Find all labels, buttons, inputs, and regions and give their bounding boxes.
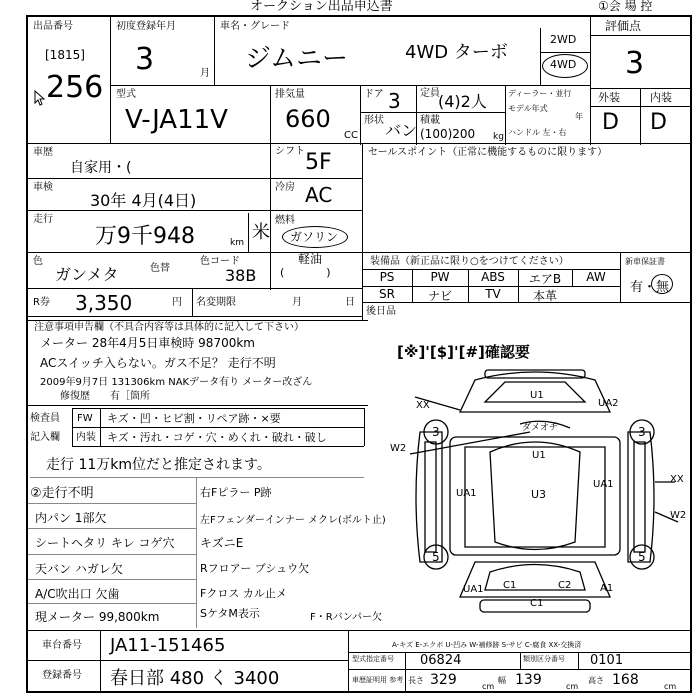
ac-value: AC [305,183,333,207]
diag-mark-3-left: 3 [432,425,440,439]
hw-right-0: 右Fピラー P跡 [200,486,272,499]
diag-mark-c1: C1 [503,580,517,591]
inspector-label-1: 検査員 [30,413,60,424]
car-name-label: 車名・グレード [220,21,290,32]
registration-value: 春日部 480 く 3400 [110,668,280,689]
note-line-2: ACスイッチ入らない。ガス不足？ 走行不明 [40,356,276,370]
displacement-label: 排気量 [275,89,305,100]
shape-label: 形状 [364,115,384,126]
ac-label: 冷房 [275,182,295,193]
diag-mark-ua1-left: UA1 [456,488,477,499]
ext-label: 外装 [598,91,620,104]
name-change-label: 名変期限 [196,297,236,308]
chassis-label: 車台番号 [42,640,82,651]
car-grade-value: 4WD ターボ [405,42,508,63]
color-label: 色 [33,256,43,267]
type-no-label: 型式指定番号 [352,655,394,663]
opt-4wd: 4WD [550,58,577,71]
len-value: 329 [430,672,457,688]
recycle-unit: 円 [172,297,182,308]
lot-code: [1815] [45,48,85,62]
wid-label: 幅 [498,676,506,685]
mileage-value: 万9千948 [95,224,195,249]
dealer-label: ディーラー・並行 [508,89,572,98]
equip-navi: ナビ [427,289,452,303]
inspector-int: 内装 [76,432,96,443]
load-label: 積載 [420,115,440,126]
fuel-gasoline: ガソリン [290,230,339,244]
diag-mark-u1-top: U1 [530,390,544,401]
len-unit: cm [482,682,495,691]
shift-label: シフト [275,146,305,157]
len-label: 長さ [408,676,424,685]
diag-mark-dent: ダメオチ [522,423,559,433]
diag-mark-c1-b: C1 [530,598,544,609]
wid-unit: cm [566,682,579,691]
car-name-value: ジムニー [245,44,348,74]
rear-label: 後日品 [366,306,396,317]
hw-left-5: A/C吹出口 欠歯 [35,587,120,601]
hw-left-2: 内パン 1部欠 [35,511,107,525]
registration-label: 登録番号 [42,670,82,681]
model-label: 型式 [116,89,136,100]
model-year-unit: 年 [575,112,583,121]
hgt-value: 168 [612,672,639,688]
inspector-label-2: 記入欄 [30,432,60,443]
hw-left-1: ②走行不明 [30,486,94,501]
int-value: D [650,110,667,135]
ext-value: D [602,110,619,135]
repair-value: 有［箇所 [110,391,150,402]
diag-mark-ua1-right: UA1 [593,479,614,490]
name-change-day: 日 [345,297,355,308]
first-reg-label: 初度登録年月 [116,21,176,32]
mouse-cursor-icon [34,90,46,110]
class-no-label: 類別区分番号 [523,655,565,663]
recycle-value: 3,350 [75,291,133,315]
capacity-value: (4)2人 [438,92,487,111]
mileage-mark: 米 [252,222,270,243]
inspector-fw: FW [77,413,93,424]
fw-marks: キズ・凹・ヒビ割・リペア跡・×要 [107,412,281,425]
opt-2wd: 2WD [550,33,577,46]
int-label: 内装 [650,91,672,104]
diag-mark-xx-right: XX [670,474,684,485]
header-title: オークション出品申込書 [250,0,393,14]
equip-tv: TV [485,287,501,301]
equip-pw: PW [430,270,450,284]
lot-label: 出品番号 [33,21,73,32]
shift-value: 5F [305,150,332,175]
warranty-label: 新車保証書 [625,257,665,266]
first-reg-month: 月 [200,68,210,79]
color-value: ガンメタ [55,265,119,284]
score-value: 3 [625,46,645,81]
model-year-label: モデル年式 [508,104,548,113]
doors-label: ドア [364,89,384,100]
notes-label: 注意事項申告欄（不具合内容等は具体的に記入して下さい） [34,322,304,333]
diag-mark-c2: C2 [558,580,572,591]
hw-right-3: Rフロアー ブシュウ欠 [200,562,310,575]
wid-value: 139 [515,672,542,688]
chassis-value: JA11-151465 [110,635,226,656]
diag-mark-3-right: 3 [638,425,646,439]
equip-ps: PS [379,270,395,284]
warranty-value: 有・無 [630,280,670,295]
equip-sr: SR [379,287,395,301]
displacement-value: 660 [285,105,331,133]
diag-mark-xx-left: XX [416,400,430,411]
mileage-unit: km [230,238,244,248]
ref-label: 車歴証明用 参考 [352,676,404,684]
hgt-unit: cm [664,682,677,691]
capacity-label: 定員 [420,88,440,99]
note-line-3: 2009年9月7日 131306km NAKデータ有り メーター改ざん [40,377,313,388]
name-change-month: 月 [292,297,302,308]
color-code-label: 色コード [200,256,240,267]
lot-number: 256 [46,70,104,105]
recycle-label: R券 [33,297,50,308]
hw-right-5: SケタM表示 [200,607,260,620]
mileage-label: 走行 [33,214,53,225]
repair-label: 修復歴 [60,391,90,402]
int-marks: キズ・汚れ・コゲ・穴・めくれ・破れ・破し [107,431,327,444]
diag-mark-w2-left: W2 [390,443,407,454]
equipment-label: 装備品（新正品に限り○をつけてください） [370,256,569,267]
diag-mark-ua2: UA2 [598,398,619,409]
hw-right-6: F・Rバンパー欠 [310,612,383,623]
hw-left-6: 現メーター 99,800km [35,610,160,624]
hw-left-3: シートヘタリ キレ コゲ穴 [35,536,175,550]
fuel-paren: ( ) [280,266,331,279]
class-no-value: 0101 [590,653,624,668]
fuel-diesel: 軽油 [298,252,323,266]
equip-airbag: エアB [528,272,562,286]
handle-label: ハンドル 左・右 [508,128,567,137]
inspection-label: 車検 [33,182,53,193]
equip-aw: AW [586,270,606,284]
use-value: 自家用・( [70,160,132,176]
first-reg-year: 3 [135,42,155,77]
hgt-label: 高さ [588,676,604,685]
fuel-label: 燃料 [275,215,295,226]
sales-point-label: セールスポイント（正常に機能するものに限ります） [368,147,608,158]
diagram-title: [※]'[$]'[#]確認要 [397,343,530,361]
diag-mark-u3: U3 [531,488,547,501]
diag-mark-a1: A1 [600,583,614,594]
equip-abs: ABS [481,270,505,284]
diag-mark-5-left: 5 [432,550,440,564]
venue-label: ①会 場 控 [598,0,653,13]
shade-label: 色替 [150,263,170,274]
diagram-legend: A-キズ E-エクボ U-凹み W-補修跡 S-サビ C-腐食 XX-交換済 [392,641,582,649]
note-line-1: メーター 28年4月5日車検時 98700km [40,336,255,350]
hw-right-1: 左Fフェンダーインナー メクレ(ボルト止) [200,515,386,526]
color-code: 38B [225,266,257,285]
diag-mark-ua1-bottom: UA1 [463,584,484,595]
hw-right-4: Fクロス カル止メ [200,587,287,600]
doors-value: 3 [388,89,401,113]
equip-leather: 本革 [532,289,557,303]
displacement-unit: CC [344,130,358,141]
inspection-value: 30年 4月(4日) [90,191,197,210]
score-label: 評価点 [605,19,642,33]
shape-value: バン [385,121,418,140]
hw-right-2: キズニE [200,536,244,550]
diag-mark-u1-mid: U1 [532,450,546,461]
diag-mark-5-right: 5 [638,550,646,564]
use-label: 車歴 [33,147,53,158]
model-value: V-JA11V [125,105,228,135]
diag-mark-w2-right: W2 [670,510,687,521]
type-no-value: 06824 [420,653,462,668]
hw-left-0: 走行 11万km位だと推定されます。 [46,457,271,473]
load-value: (100)200 [420,127,476,141]
load-unit: kg [493,132,504,142]
hw-left-4: 天バン ハガレ欠 [35,562,123,576]
